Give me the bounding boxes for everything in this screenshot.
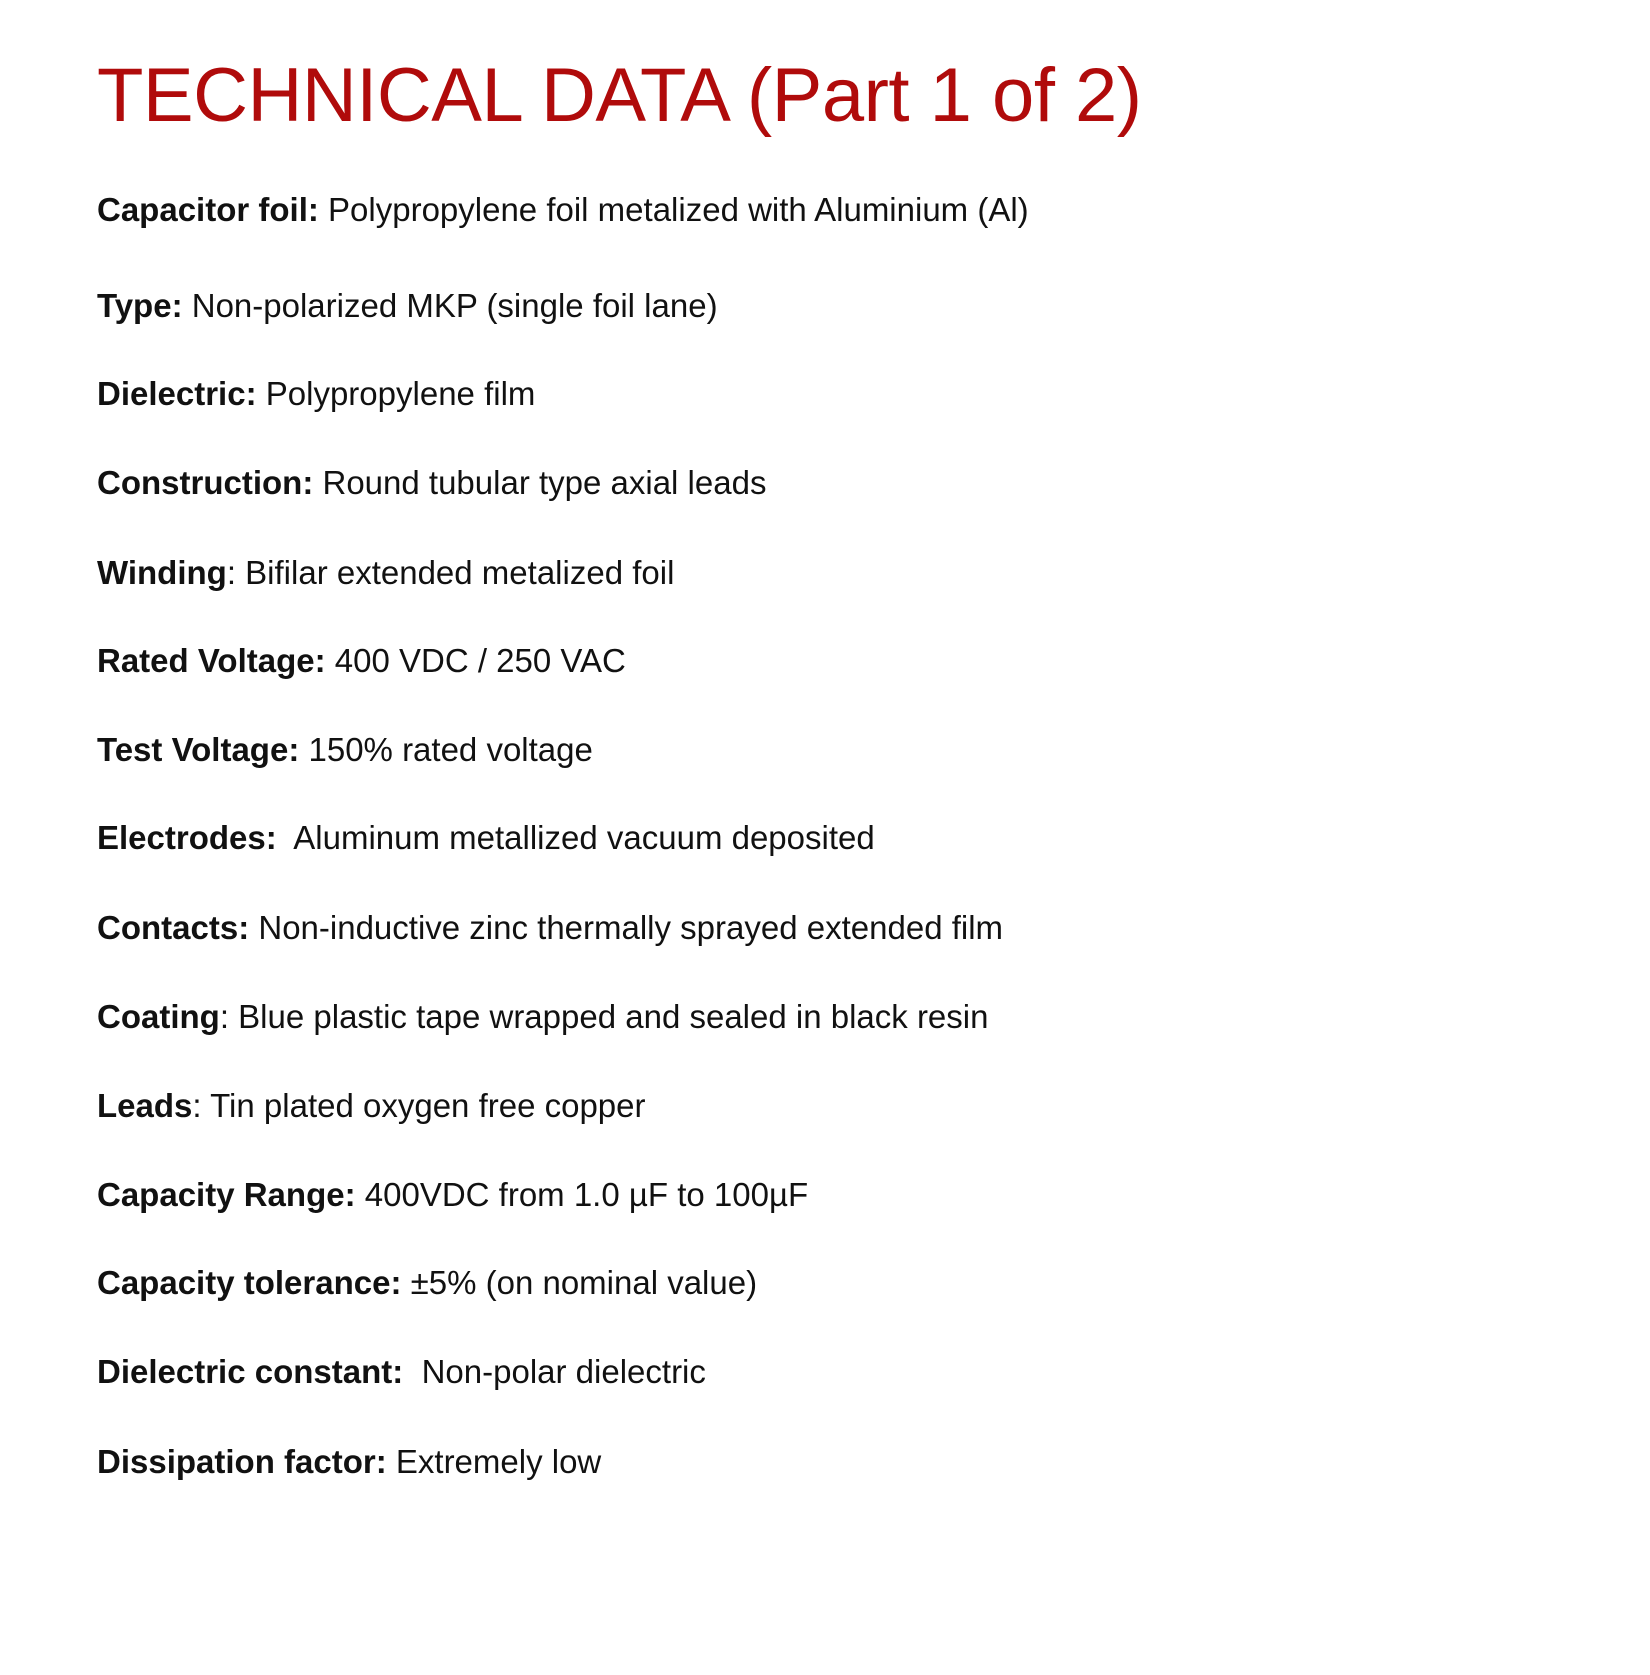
spec-row xyxy=(97,377,535,410)
spec-row xyxy=(97,1000,988,1033)
spec-label: Leads xyxy=(97,1087,193,1124)
page-title: TECHNICAL DATA (Part 1 of 2) xyxy=(97,53,1142,138)
spec-row xyxy=(97,733,593,766)
spec-separator: : xyxy=(245,375,257,412)
spec-separator: : xyxy=(226,554,236,591)
spec-row xyxy=(97,1445,601,1478)
spec-label: Test Voltage xyxy=(97,731,289,768)
spec-separator: : xyxy=(265,819,277,856)
spec-separator: : xyxy=(307,191,319,228)
spec-row xyxy=(97,1089,646,1122)
spec-row xyxy=(97,1266,757,1299)
spec-row xyxy=(97,911,1003,944)
spec-label: Capacitor foil xyxy=(97,191,308,228)
spec-separator: : xyxy=(375,1443,387,1480)
spec-value: Non-polar dielectric xyxy=(403,1353,706,1390)
spec-value: Round tubular type axial leads xyxy=(313,464,767,501)
spec-row xyxy=(97,644,626,677)
spec-row xyxy=(97,821,875,854)
spec-row xyxy=(97,1355,706,1388)
spec-value: Non-inductive zinc thermally sprayed extended film xyxy=(249,909,1004,946)
spec-row xyxy=(97,193,1029,226)
spec-label: Rated Voltage xyxy=(97,642,315,679)
spec-separator: : xyxy=(344,1176,356,1213)
spec-separator: : xyxy=(238,909,250,946)
spec-value: Non-polarized MKP (single foil lane) xyxy=(182,287,718,324)
spec-row xyxy=(97,1178,808,1211)
spec-row xyxy=(97,466,766,499)
spec-value: Extremely low xyxy=(386,1443,602,1480)
spec-value: Tin plated oxygen free copper xyxy=(201,1087,646,1124)
spec-separator: : xyxy=(288,731,300,768)
spec-label: Dielectric xyxy=(97,375,246,412)
spec-value: 400VDC from 1.0 µF to 100µF xyxy=(355,1176,809,1213)
spec-label: Winding xyxy=(97,554,227,591)
spec-value: Polypropylene foil metalized with Aluminium (Al) xyxy=(318,191,1029,228)
spec-label: Coating xyxy=(97,998,220,1035)
spec-row xyxy=(97,556,674,589)
spec-label: Type xyxy=(97,287,172,324)
spec-label: Construction xyxy=(97,464,303,501)
spec-value: 150% rated voltage xyxy=(299,731,593,768)
spec-value: Bifilar extended metalized foil xyxy=(236,554,675,591)
spec-separator: : xyxy=(392,1353,404,1390)
spec-value: Blue plastic tape wrapped and sealed in black resin xyxy=(229,998,989,1035)
spec-label: Capacity tolerance xyxy=(97,1264,391,1301)
spec-value: Aluminum metallized vacuum deposited xyxy=(276,819,875,856)
spec-label: Dissipation factor xyxy=(97,1443,376,1480)
spec-separator: : xyxy=(302,464,314,501)
spec-label: Electrodes xyxy=(97,819,266,856)
spec-separator: : xyxy=(171,287,183,324)
spec-value: 400 VDC / 250 VAC xyxy=(325,642,626,679)
spec-label: Capacity Range xyxy=(97,1176,345,1213)
spec-separator: : xyxy=(219,998,229,1035)
spec-value: Polypropylene film xyxy=(256,375,536,412)
spec-label: Contacts xyxy=(97,909,239,946)
spec-separator: : xyxy=(192,1087,202,1124)
spec-separator: : xyxy=(314,642,326,679)
spec-separator: : xyxy=(390,1264,402,1301)
spec-row xyxy=(97,289,718,322)
spec-label: Dielectric constant xyxy=(97,1353,393,1390)
spec-value: ±5% (on nominal value) xyxy=(401,1264,758,1301)
